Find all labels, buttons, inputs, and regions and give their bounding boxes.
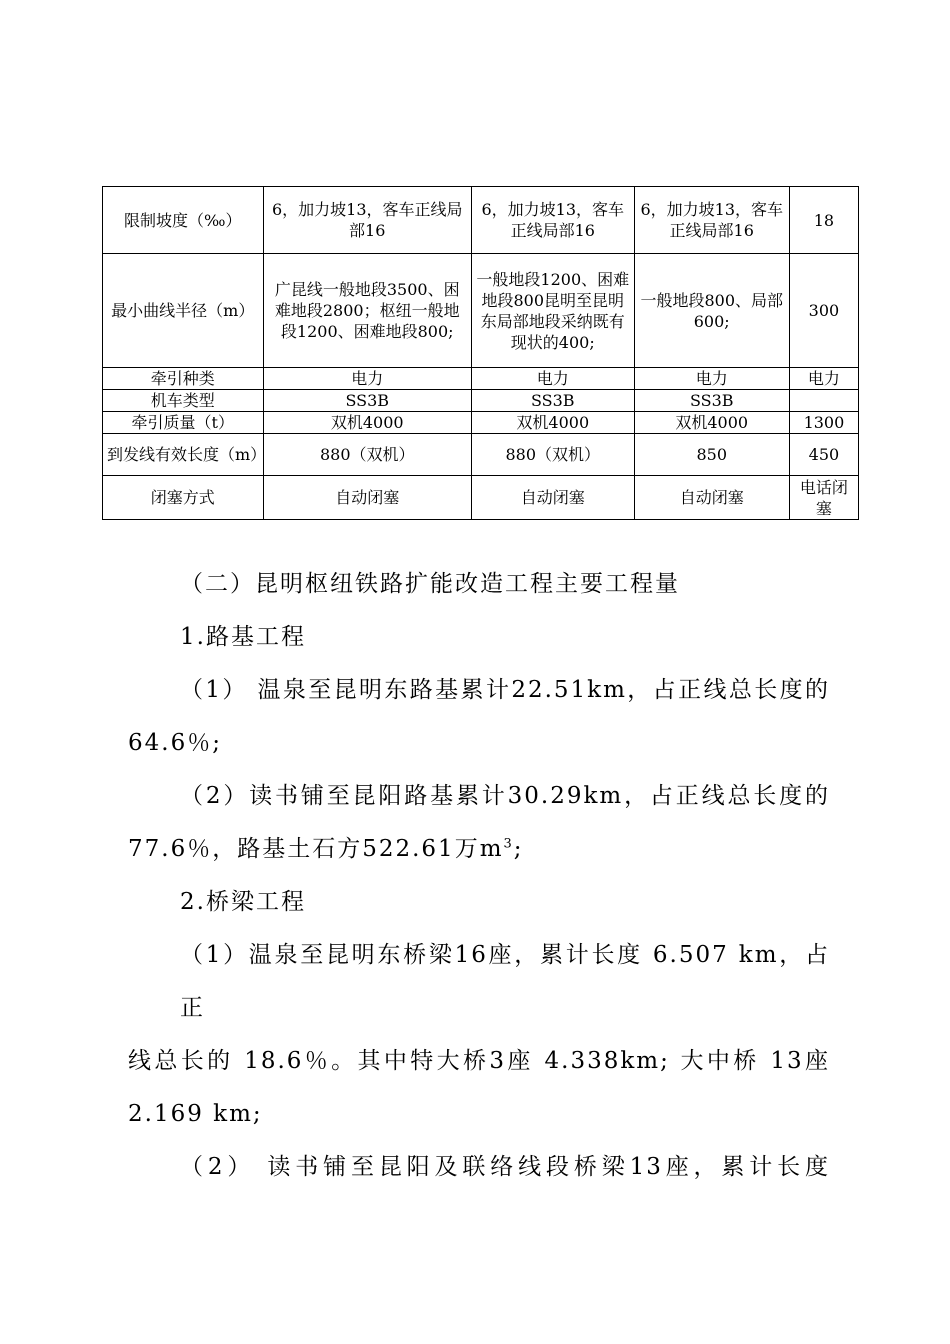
table-row-locomotive xyxy=(103,390,859,412)
table-cell: 电话闭塞 xyxy=(789,476,858,520)
section-heading: （二）昆明枢纽铁路扩能改造工程主要工程量 xyxy=(180,571,680,597)
paragraph-text: 77.6％，路基土石方522.61万m xyxy=(128,836,504,862)
table-cell: 850 xyxy=(634,434,789,476)
table-cell: SS3B xyxy=(634,390,789,412)
row-label-traction: 牵引种类 xyxy=(103,368,264,390)
table-cell: 880（双机） xyxy=(263,434,471,476)
table-cell: 880（双机） xyxy=(471,434,634,476)
table-row-arrival xyxy=(103,434,859,476)
row-label-block: 闭塞方式 xyxy=(103,476,264,520)
table-cell: 300 xyxy=(789,254,858,368)
row-label-locomotive: 机车类型 xyxy=(103,390,264,412)
row-label-mass: 牵引质量（t） xyxy=(103,412,264,434)
table-cell: 自动闭塞 xyxy=(634,476,789,520)
table-row-mass xyxy=(103,412,859,434)
table-cell: 6，加力坡13，客车正线局部16 xyxy=(263,187,471,254)
table-cell: 双机4000 xyxy=(471,412,634,434)
table-cell: 6，加力坡13，客车正线局部16 xyxy=(471,187,634,254)
table-cell: 1300 xyxy=(789,412,858,434)
table-row-radius xyxy=(103,254,859,368)
table-cell: SS3B xyxy=(471,390,634,412)
table-cell: 电力 xyxy=(471,368,634,390)
table-cell: 450 xyxy=(789,434,858,476)
paragraph-text: ; xyxy=(513,836,524,862)
table-cell: 一般地段1200、困难地段800昆明至昆明东局部地段采纳既有现状的400; xyxy=(471,254,634,368)
table-cell: 一般地段800、局部600; xyxy=(634,254,789,368)
table-cell: 广昆线一般地段3500、困难地段2800；枢纽一般地段1200、困难地段800; xyxy=(263,254,471,368)
row-label-radius: 最小曲线半径（m） xyxy=(103,254,264,368)
table-cell: 电力 xyxy=(789,368,858,390)
row-label-arrival: 到发线有效长度（m） xyxy=(103,434,264,476)
table-cell: 6，加力坡13，客车正线局部16 xyxy=(634,187,789,254)
paragraph-line xyxy=(128,823,830,876)
table-cell: 电力 xyxy=(634,368,789,390)
paragraph-line: 2.169 km; xyxy=(128,1101,263,1127)
body-text xyxy=(128,558,830,1194)
paragraph-line: （2）读书铺至昆阳路基累计30.29km，占正线总长度的 xyxy=(180,783,830,809)
table-cell: 电力 xyxy=(263,368,471,390)
paragraph-line: （2） 读书铺至昆阳及联络线段桥梁13座，累计长度 xyxy=(180,1154,830,1180)
table-cell: 自动闭塞 xyxy=(263,476,471,520)
table-cell: 双机4000 xyxy=(634,412,789,434)
table-row-traction xyxy=(103,368,859,390)
table-cell: SS3B xyxy=(263,390,471,412)
paragraph-line: 64.6％; xyxy=(128,730,222,756)
table-row-block xyxy=(103,476,859,520)
superscript: 3 xyxy=(503,836,514,852)
table-cell: 自动闭塞 xyxy=(471,476,634,520)
paragraph-line: （1）温泉至昆明东桥梁16座，累计长度 6.507 km，占正 xyxy=(180,942,830,1021)
subsection-title-subgrade: 1.路基工程 xyxy=(180,624,306,650)
table-row-slope xyxy=(103,187,859,254)
paragraph-line: （1） 温泉至昆明东路基累计22.51km，占正线总长度的 xyxy=(180,677,830,703)
subsection-title-bridge: 2.桥梁工程 xyxy=(180,889,306,915)
paragraph-line: 线总长的 18.6％。其中特大桥3座 4.338km; 大中桥 13座 xyxy=(128,1048,830,1074)
table-cell: 18 xyxy=(789,187,858,254)
table-cell xyxy=(789,390,858,412)
table-cell: 双机4000 xyxy=(263,412,471,434)
row-label-slope: 限制坡度（‰） xyxy=(103,187,264,254)
railway-spec-table xyxy=(102,186,859,520)
